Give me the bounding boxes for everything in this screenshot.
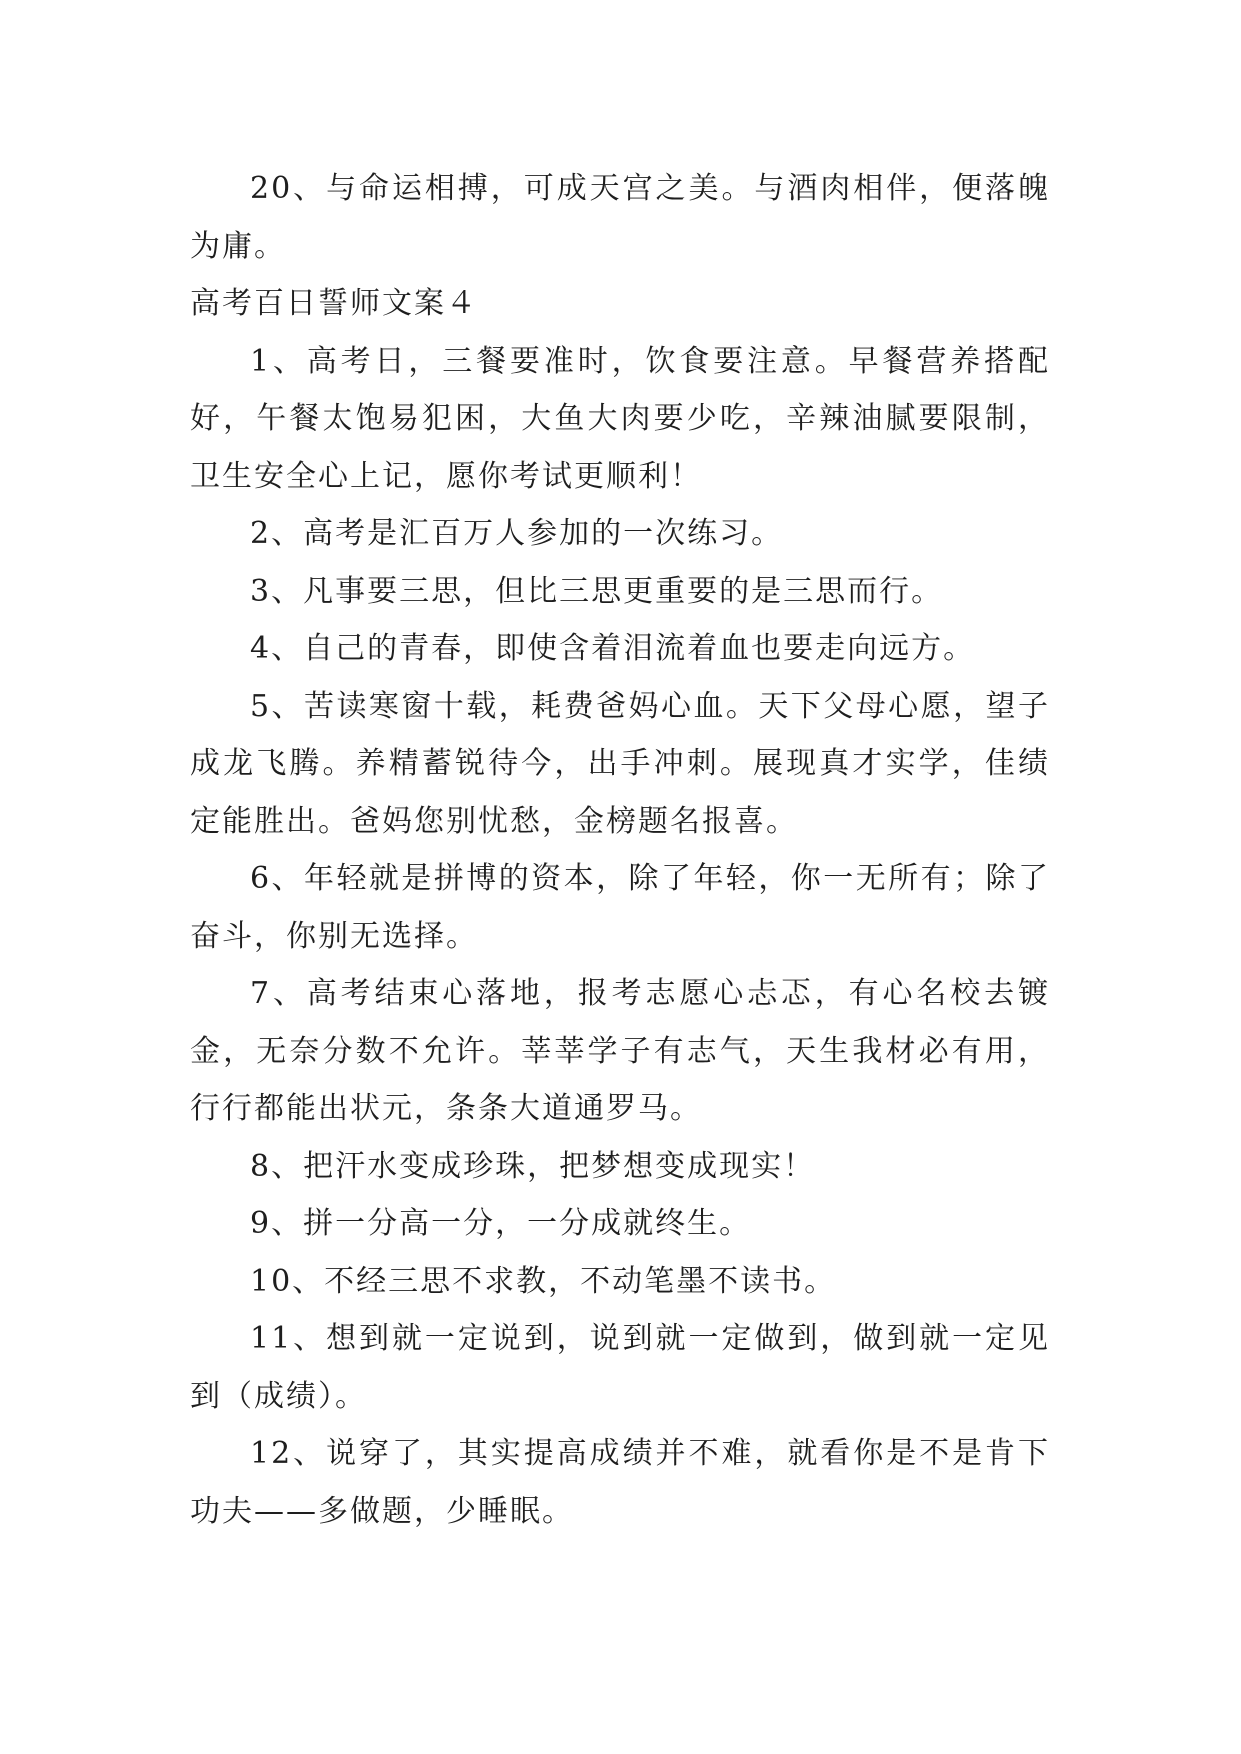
paragraph-9: 9、拼一分高一分，一分成就终生。 [250, 1206, 752, 1241]
paragraph-20: 20、与命运相搏，可成天宫之美。与酒肉相伴，便落魄为庸。 [190, 171, 1050, 264]
paragraph-6: 6、年轻就是拼博的资本，除了年轻，你一无所有；除了奋斗，你别无选择。 [190, 861, 1050, 954]
paragraph-2: 2、高考是汇百万人参加的一次练习。 [250, 516, 784, 551]
paragraph-11: 11、想到就一定说到，说到就一定做到，做到就一定见到（成绩）。 [190, 1321, 1050, 1414]
section-heading: 高考百日誓师文案４ [190, 286, 478, 321]
paragraph-3: 3、凡事要三思，但比三思更重要的是三思而行。 [250, 573, 944, 609]
paragraph-7: 7、高考结束心落地，报考志愿心忐忑，有心名校去镀金，无奈分数不允许。莘莘学子有志气，天生我材必有用，行行都能出状元，条条大道通罗马。 [190, 976, 1050, 1126]
paragraph-4: 4、自己的青春，即使含着泪流着血也要走向远方。 [250, 631, 976, 666]
paragraph-12: 12、说穿了，其实提高成绩并不难，就看你是不是肯下功夫——多做题，少睡眠。 [190, 1436, 1050, 1529]
paragraph-8: 8、把汗水变成珍珠，把梦想变成现实！ [250, 1148, 816, 1184]
paragraph-1: 1、高考日，三餐要准时，饮食要注意。早餐营养搭配好，午餐太饱易犯困，大鱼大肉要少吃，辛辣油腻要限制，卫生安全心上记，愿你考试更顺利！ [190, 343, 1050, 494]
paragraph-5: 5、苦读寒窗十载，耗费爸妈心血。天下父母心愿，望子成龙飞腾。养精蓄锐待今，出手冲刺。展现真才实学，佳绩定能胜出。爸妈您别忧愁，金榜题名报喜。 [190, 688, 1050, 839]
paragraph-10: 10、不经三思不求教，不动笔墨不读书。 [250, 1263, 837, 1299]
document-body [190, 160, 1050, 1540]
